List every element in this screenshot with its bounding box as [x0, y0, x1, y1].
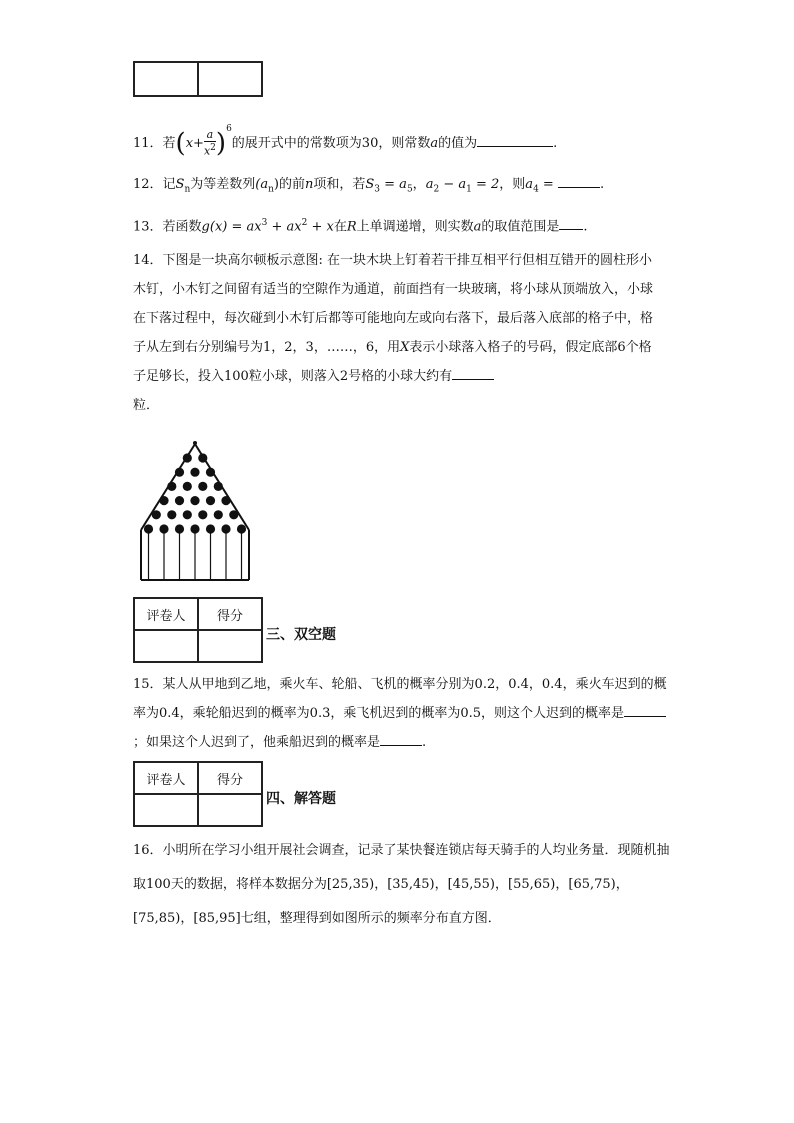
q14-X: X: [400, 340, 410, 355]
galton-peg: [167, 510, 176, 519]
score-table-2-grader-header: 评卷人: [134, 762, 198, 794]
q13-text3: 的取值范围是: [481, 219, 560, 235]
q12-cond2-mid: − a: [439, 177, 467, 192]
galton-peg: [198, 453, 207, 462]
galton-peg: [214, 510, 223, 519]
q15-text-b: ；如果这个人迟到了，他乘船迟到的概率是: [133, 735, 381, 750]
galton-peg: [175, 468, 184, 477]
galton-peg: [183, 482, 192, 491]
score-table-1: [133, 597, 263, 663]
question-13: [133, 214, 588, 236]
q12-answer-blank: [558, 173, 600, 188]
q11-frac-num: a: [204, 129, 216, 142]
q16-interval-1: [25,35): [326, 877, 375, 892]
q15-answer-blank-2: [380, 731, 422, 746]
galton-peg: [198, 510, 207, 519]
galton-peg: [159, 496, 168, 505]
score-table-1-score-header: 得分: [198, 598, 262, 630]
galton-peg: [167, 482, 176, 491]
q16-interval-5: [65,75): [568, 877, 616, 892]
section-3-heading: 三、双空题: [266, 627, 336, 643]
score-table-2: [133, 761, 263, 827]
q13-term2: + ax: [267, 219, 302, 235]
galton-peg: [190, 496, 199, 505]
q13-end: .: [583, 219, 588, 235]
galton-peg: [198, 482, 207, 491]
galton-board-pegs: [144, 441, 246, 534]
top-score-table: [133, 61, 263, 97]
top-table-cell-1: [134, 62, 198, 96]
score-table-1-grader-header: 评卷人: [134, 598, 198, 630]
q13-number: 13．若函数: [133, 219, 202, 235]
q11-var-a: a: [430, 136, 439, 151]
section-4-heading: 四、解答题: [266, 791, 336, 807]
q15-answer-blank-1: [624, 702, 666, 717]
q13-R: R: [346, 219, 357, 235]
top-table-cell-2: [198, 62, 262, 96]
score-table-2-score-cell: [198, 794, 262, 826]
q12-ask-eq: =: [538, 177, 558, 192]
q12-ask: a: [525, 177, 534, 192]
q12-cond1-rhs: = a: [380, 177, 407, 192]
q13-text2: 上单调递增，则实数: [356, 219, 474, 235]
galton-board-figure: [135, 438, 255, 583]
q15-end: .: [422, 735, 427, 750]
galton-peg: [152, 510, 161, 519]
q12-text4: ，则: [499, 177, 526, 192]
question-12: [133, 173, 604, 199]
q11-open-paren: (: [175, 128, 186, 159]
q12-an-sub: n: [268, 184, 274, 195]
q12-n: n: [304, 177, 314, 192]
score-table-2-score-header: 得分: [198, 762, 262, 794]
q12-end: .: [599, 177, 605, 192]
q12-ask-sub: 4: [533, 184, 539, 195]
q12-cond2-sub: 2: [433, 184, 440, 195]
q11-end: .: [553, 136, 558, 151]
q13-answer-blank: [559, 215, 583, 230]
galton-peg: [190, 468, 199, 477]
q16-text-b: 七组，整理得到如图所示的频率分布直方图．: [240, 911, 501, 926]
q16-text-a: 16．小明所在学习小组开展社会调查，记录了某快餐连锁店每天骑手的人均业务量．现随机抽取100天的数据，将样本数据分为: [133, 843, 670, 892]
q12-S-sub: n: [184, 184, 191, 195]
q11-frac-den-exp: 2: [210, 143, 216, 154]
q11-number: 11．若: [133, 136, 176, 151]
q12-cond2-rhs: = 2: [471, 177, 500, 192]
score-table-2-grader-cell: [134, 794, 198, 826]
q12-comma: ，: [412, 177, 426, 192]
q11-answer-blank: [477, 132, 553, 147]
question-11: [133, 112, 558, 159]
q12-cond2-mid-sub: 1: [466, 184, 472, 195]
galton-peg: [183, 510, 192, 519]
galton-peg: [206, 468, 215, 477]
q11-close-paren: ): [215, 128, 227, 159]
q14-text-c: 粒．: [133, 398, 160, 413]
galton-peg: [221, 496, 230, 505]
q14-text-b: 表示小球落入格子的号码，假定底部6个格子足够长，投入100粒小球，则落入2号格的小球大约有: [133, 340, 652, 384]
q11-expr-x: x: [185, 136, 194, 151]
question-14: [133, 246, 663, 420]
q16-interval-3: [45,55): [447, 877, 495, 892]
q16-interval-6: [75,85): [133, 911, 181, 926]
q11-text2: 的值为: [438, 136, 478, 151]
question-16: 16．小明所在学习小组开展社会调查，记录了某快餐连锁店每天骑手的人均业务量．现随机抽取100天的数据，将样本数据分为[25,35)，[35,45)，[45,55)，[55,65)，[65,75)，[75,85)，[85,95]七组，整理得到如图所示的频率分布直方图．: [133, 843, 670, 926]
q12-text1: 为等差数列: [190, 177, 256, 192]
galton-peg: [214, 482, 223, 491]
question-15: [133, 670, 668, 757]
q13-a: a: [473, 219, 482, 235]
q11-fraction: [204, 129, 216, 158]
galton-peg: [193, 441, 197, 445]
q11-text1: 的展开式中的常数项为30，则常数: [231, 136, 431, 151]
q12-text2: 的前: [278, 177, 305, 192]
q16-interval-7: [85,95]: [193, 911, 241, 926]
q12-an-close: ): [273, 177, 279, 192]
galton-board-dividers: [149, 530, 242, 580]
galton-peg: [175, 496, 184, 505]
q12-cond1: S: [365, 177, 375, 192]
q14-text-a: 14．下图是一块高尔顿板示意图: 在一块木块上钉着若干排互相平行但相互错开的圆柱形小木钉，小木钉之间留有适当的空隙作为通道，前面挡有一块玻璃，将小球从顶端放入，小球在下落过程中，每次碰到小木钉后都等可能地向左或向右落下，最后落入底部的格子中，格子从左到右分别编号为1，2，3，……，6，用: [133, 253, 654, 355]
q12-an: (a: [255, 177, 269, 192]
q12-cond1-rhs-sub: 5: [406, 184, 413, 195]
q15-text-a: 15．某人从甲地到乙地，乘火车、轮船、飞机的概率分别为0.2，0.4，0.4，乘火车迟到的概率为0.4，乘轮船迟到的概率为0.3，乘飞机迟到的概率为0.5，则这个人迟到的概率是: [133, 677, 667, 721]
q11-frac-den: x: [203, 144, 211, 158]
q12-number: 12．记: [133, 177, 176, 192]
q13-text1: 在: [333, 219, 347, 235]
q13-exp1: 3: [261, 218, 268, 228]
q12-text3: 项和，若: [313, 177, 366, 192]
q16-interval-2: [35,45): [387, 877, 435, 892]
score-table-1-grader-cell: [134, 630, 198, 662]
q16-interval-4: [55,65): [508, 877, 556, 892]
q13-term3: + x: [307, 219, 334, 235]
q12-S: S: [175, 177, 185, 192]
q13-exp2: 2: [301, 218, 308, 228]
score-table-1-score-cell: [198, 630, 262, 662]
q11-plus: +: [193, 136, 204, 151]
q13-func: g(x) = ax: [201, 219, 262, 235]
q11-power: 6: [226, 124, 232, 134]
galton-peg: [183, 453, 192, 462]
galton-peg: [206, 496, 215, 505]
q12-cond1-sub: 3: [374, 184, 381, 195]
q12-cond2: a: [425, 177, 434, 192]
q14-answer-blank: [452, 365, 494, 380]
galton-peg: [229, 510, 238, 519]
